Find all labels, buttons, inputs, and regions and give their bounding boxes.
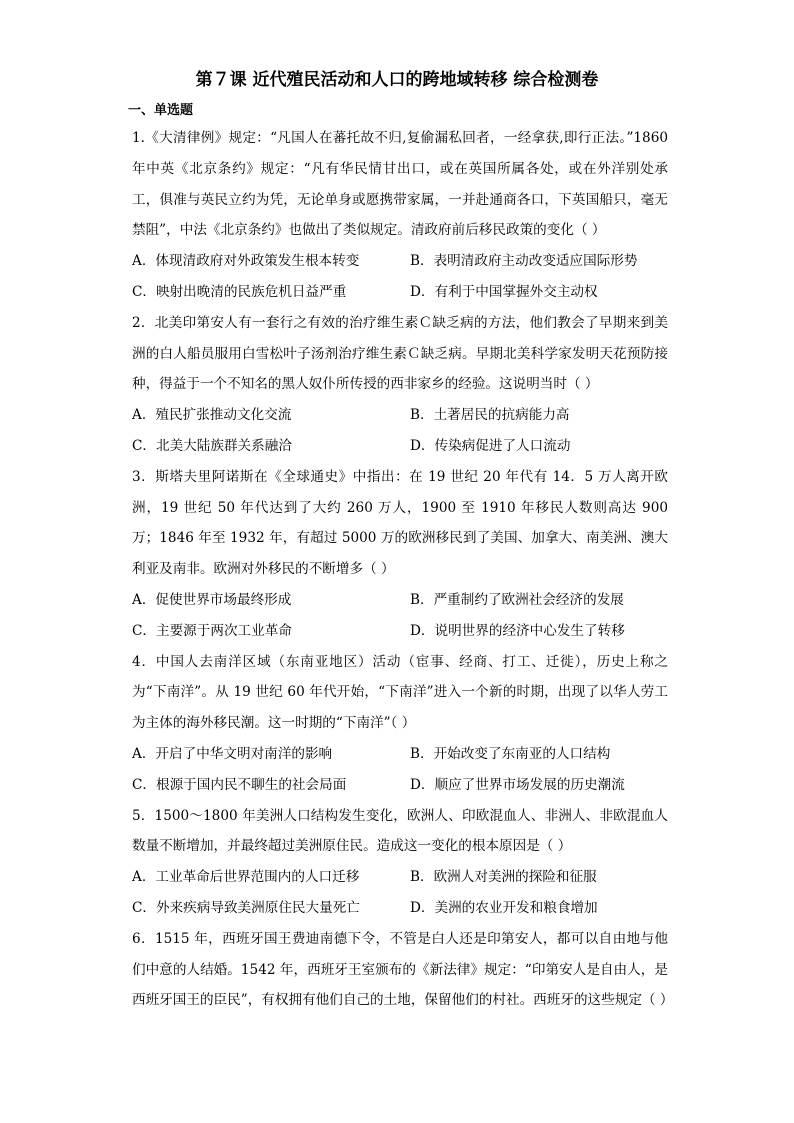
- question-item: [132, 308, 668, 462]
- answer-option: D．传染病促进了人口流动: [410, 437, 571, 454]
- answer-option: C．根源于国内民不聊生的社会局面: [132, 776, 347, 793]
- answer-option: C．外来疾病导致美洲原住民大量死亡: [132, 899, 360, 916]
- question-item: [132, 123, 668, 308]
- page-title: 第７课 近代殖民活动和人口的跨地域转移 综合检测卷: [195, 70, 599, 90]
- question-stem: 1.《大清律例》规定：“凡国人在蕃托故不归,复偷漏私回者，一经拿获,即行正法。”1860年中英《北京条约》规定：“凡有华民情甘出口，或在英国所属各处，或在外洋别处承工，俱准与英民立约为凭，无论单身或愿携带家属，一并赴通商各口，下英国船只，毫无禁阻”，中法《北京条约》也做出了类似规定。清政府前后移民政策的变化（ ）: [132, 130, 668, 239]
- question-stem: 6．1515 年，西班牙国王费迪南德下令，不管是白人还是印第安人，都可以自由地与他们中意的人结婚。1542 年，西班牙王室颁布的《新法律》规定：“印第安人是自由人，是西班牙国王的臣民”，有权拥有他们自己的土地，保留他们的村社。西班牙的这些规定（ ）: [132, 930, 674, 1009]
- question-stem: 5．1500～1800 年美洲人口结构发生变化，欧洲人、印欧混血人、非洲人、非欧混血人数量不断增加，并最终超过美洲原住民。造成这一变化的根本原因是（ ）: [132, 807, 668, 855]
- answer-option: A．开启了中华文明对南洋的影响: [132, 745, 333, 762]
- question-stem: 4．中国人去南洋区域（东南亚地区）活动（宦事、经商、打工、迁徙），历史上称之为“下南洋”。从 19 世纪 60 年代开始，“下南洋”进入一个新的时期，出现了以华人劳工为主体的海外移民潮。这一时期的“下南洋”（ ）: [132, 653, 668, 732]
- answer-option: A．促使世界市场最终形成: [132, 591, 292, 608]
- answer-option: D．美洲的农业开发和粮食增加: [410, 899, 598, 916]
- question-list: [132, 123, 674, 1016]
- answer-option: C．映射出晚清的民族危机日益严重: [132, 283, 347, 300]
- answer-option: C．主要源于两次工业革命: [132, 622, 292, 639]
- answer-option: C．北美大陆族群关系融洽: [132, 437, 292, 454]
- answer-option: B．土著居民的抗病能力高: [410, 407, 570, 424]
- option-grid: [132, 862, 668, 924]
- answer-option: B．严重制约了欧洲社会经济的发展: [410, 591, 624, 608]
- answer-option: A．殖民扩张推动文化交流: [132, 407, 292, 424]
- question-stem: 2．北美印第安人有一套行之有效的治疗维生素Ｃ缺乏病的方法，他们教会了早期来到美洲的白人船员服用白雪松叶子汤剂治疗维生素Ｃ缺乏病。早期北美科学家发明天花预防接种，得益于一个不知名的黑人奴仆所传授的西非家乡的经验。这说明当时（ ）: [132, 314, 668, 393]
- question-stem: 3．斯塔夫里阿诺斯在《全球通史》中指出：在 19 世纪 20 年代有 14．5 万人离开欧洲，19 世纪 50 年代达到了大约 260 万人，1900 至 1910 年移民人数则高达 900 万；1846 年至 1932 年，有超过 5000 万的欧洲移民到了美国、加拿大、南美洲、澳大利亚及南非。欧洲对外移民的不断增多（ ）: [132, 468, 668, 578]
- option-grid: [132, 246, 668, 308]
- answer-option: B．表明清政府主动改变适应国际形势: [410, 253, 638, 270]
- option-grid: [132, 585, 668, 647]
- option-grid: [132, 739, 668, 801]
- section-heading: 一、单选题: [128, 103, 194, 118]
- answer-option: B．欧洲人对美洲的探险和征服: [410, 869, 597, 886]
- answer-option: A．体现清政府对外政策发生根本转变: [132, 253, 360, 270]
- question-item: [132, 801, 668, 924]
- answer-option: B．开始改变了东南亚的人口结构: [410, 745, 611, 762]
- answer-option: A．工业革命后世界范围内的人口迁移: [132, 869, 360, 886]
- answer-option: D．说明世界的经济中心发生了转移: [410, 622, 625, 639]
- option-grid: [132, 400, 668, 462]
- question-item: [132, 462, 668, 647]
- question-item: [132, 924, 674, 1016]
- answer-option: D．顺应了世界市场发展的历史潮流: [410, 776, 625, 793]
- question-item: [132, 647, 668, 801]
- answer-option: D．有利于中国掌握外交主动权: [410, 283, 598, 300]
